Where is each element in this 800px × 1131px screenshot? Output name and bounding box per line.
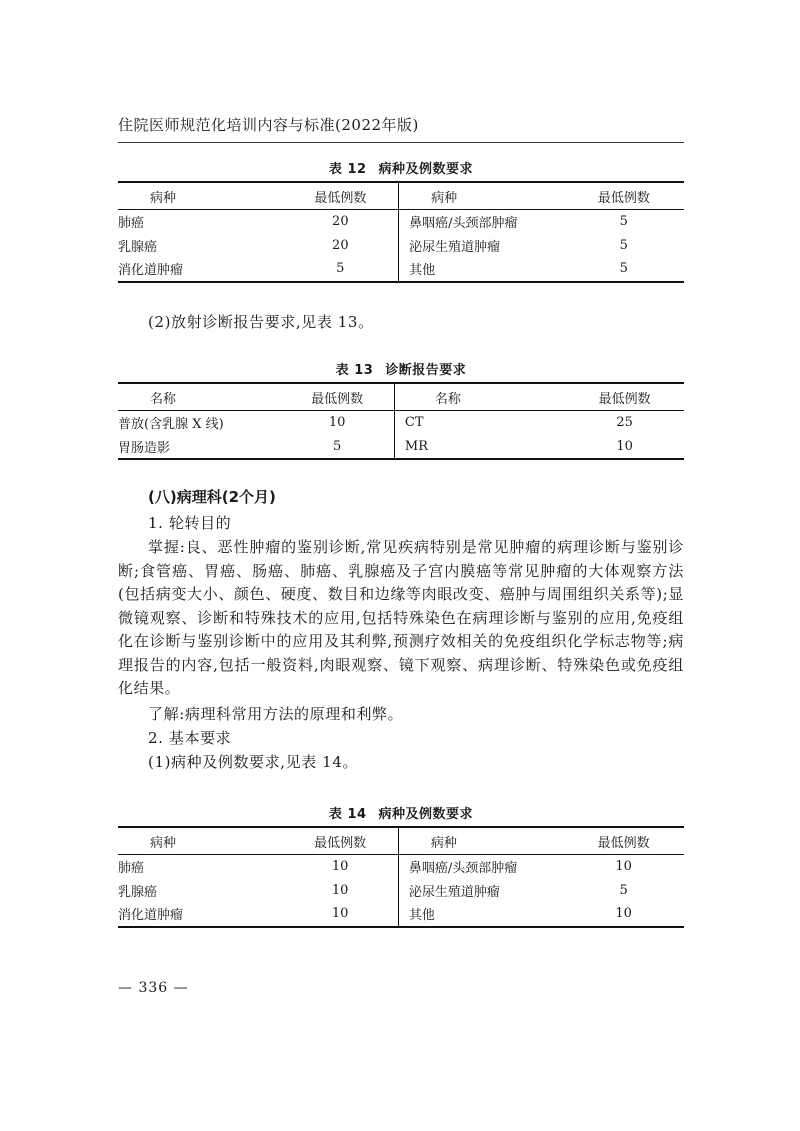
table-cell: 5 [280,435,394,460]
table-cell: 10 [282,902,398,927]
paragraph-radiology-report: (2)放射诊断报告要求,见表 13。 [148,313,374,331]
table-cell: 20 [283,210,399,234]
table-cell: 乳腺癌 [118,884,158,900]
table-cell: 5 [619,882,628,898]
table-12-caption [118,158,684,177]
paragraph-understand: 了解:病理科常用方法的原理和利弊。 [148,705,404,723]
column-header: 名称 [394,383,565,411]
table-13 [118,382,684,460]
column-header: 最低例数 [282,827,398,855]
page-number: — 336 — [118,980,189,996]
table-12-number: 表 12 [328,162,367,177]
table-cell: 消化道肿瘤 [118,257,283,282]
table-row [118,234,684,258]
table-14-number: 表 14 [328,807,367,822]
table-14-title: 病种及例数要求 [378,807,474,822]
table-row [118,257,684,282]
column-header: 最低例数 [564,182,684,210]
table-cell: MR [394,435,565,460]
table-cell: 肺癌 [118,216,145,232]
table-row [118,879,684,903]
table-cell: 10 [563,902,684,927]
table-cell: 鼻咽癌/头颈部肿瘤 [408,861,518,877]
column-header: 病种 [118,182,283,210]
table-cell: 其他 [398,902,563,927]
table-cell: 10 [282,879,398,903]
table-cell: 10 [282,855,398,879]
table-row [118,902,684,927]
table-cell: 5 [564,257,684,282]
paragraph-master: 掌握:良、恶性肿瘤的鉴别诊断,常见疾病特别是常见肿瘤的病理诊断与鉴别诊断;食管癌、胃癌、肠癌、肺癌、乳腺癌及子宫内膜癌等常见肿瘤的大体观察方法(包括病变大小、颜色、硬度、数目和边缘等肉眼改变、癌肿与周围组织关系等);显微镜观察、诊断和特殊技术的应用,包括特殊染色在病理诊断与鉴别的应用,免疫组化在诊断与鉴别诊断中的应用及其利弊,预测疗效相关的免疫组织化学标志物等;病理报告的内容,包括一般资料,肉眼观察、镜下观察、病理诊断、特殊染色或免疫组化结果。 [118,538,684,697]
table-row [118,855,684,879]
table-12-title: 病种及例数要求 [378,162,474,177]
table-12 [118,181,684,283]
table-cell: 泌尿生殖道肿瘤 [408,884,500,900]
table-cell: CT [404,415,424,431]
subheading-rotation-goal: 1. 轮转目的 [148,514,232,532]
subheading-basic-requirements: 2. 基本要求 [148,729,232,747]
table-cell: 5 [283,257,399,282]
table-row [118,210,684,234]
column-header: 最低例数 [563,827,684,855]
table-cell: 胃肠造影 [118,435,280,460]
paragraph-case-requirements: (1)病种及例数要求,见表 14。 [148,753,359,771]
table-cell: 10 [615,859,632,875]
table-cell: 乳腺癌 [118,239,158,255]
column-header: 最低例数 [565,383,684,411]
table-cell: 消化道肿瘤 [118,902,282,927]
running-head: 住院医师规范化培训内容与标准(2022年版) [118,116,419,134]
table-header-row [118,383,684,411]
table-cell: 鼻咽癌/头颈部肿瘤 [409,216,518,232]
table-14-caption [118,803,684,822]
table-cell: 肺癌 [118,861,145,877]
table-cell: 10 [565,435,684,460]
table-header-row [118,182,684,210]
table-cell: 20 [283,234,399,258]
header-rule [118,142,684,143]
column-header: 病种 [398,827,563,855]
table-cell: 普放(含乳腺 X 线) [118,417,224,433]
column-header: 病种 [118,827,282,855]
table-cell: 10 [280,411,394,435]
table-14 [118,826,684,928]
table-cell: 5 [619,237,628,253]
column-header: 最低例数 [283,182,399,210]
table-header-row [118,827,684,855]
table-cell: 泌尿生殖道肿瘤 [409,239,501,255]
table-13-caption [118,359,684,378]
table-cell: 其他 [399,257,564,282]
table-row [118,435,684,460]
table-13-title: 诊断报告要求 [385,363,467,378]
table-row [118,411,684,435]
column-header: 最低例数 [280,383,394,411]
column-header: 病种 [399,182,564,210]
table-cell: 25 [616,415,633,431]
table-13-number: 表 13 [335,363,374,378]
table-cell: 5 [619,214,628,230]
column-header: 名称 [118,383,280,411]
section-title-pathology: (八)病理科(2个月) [148,488,276,506]
